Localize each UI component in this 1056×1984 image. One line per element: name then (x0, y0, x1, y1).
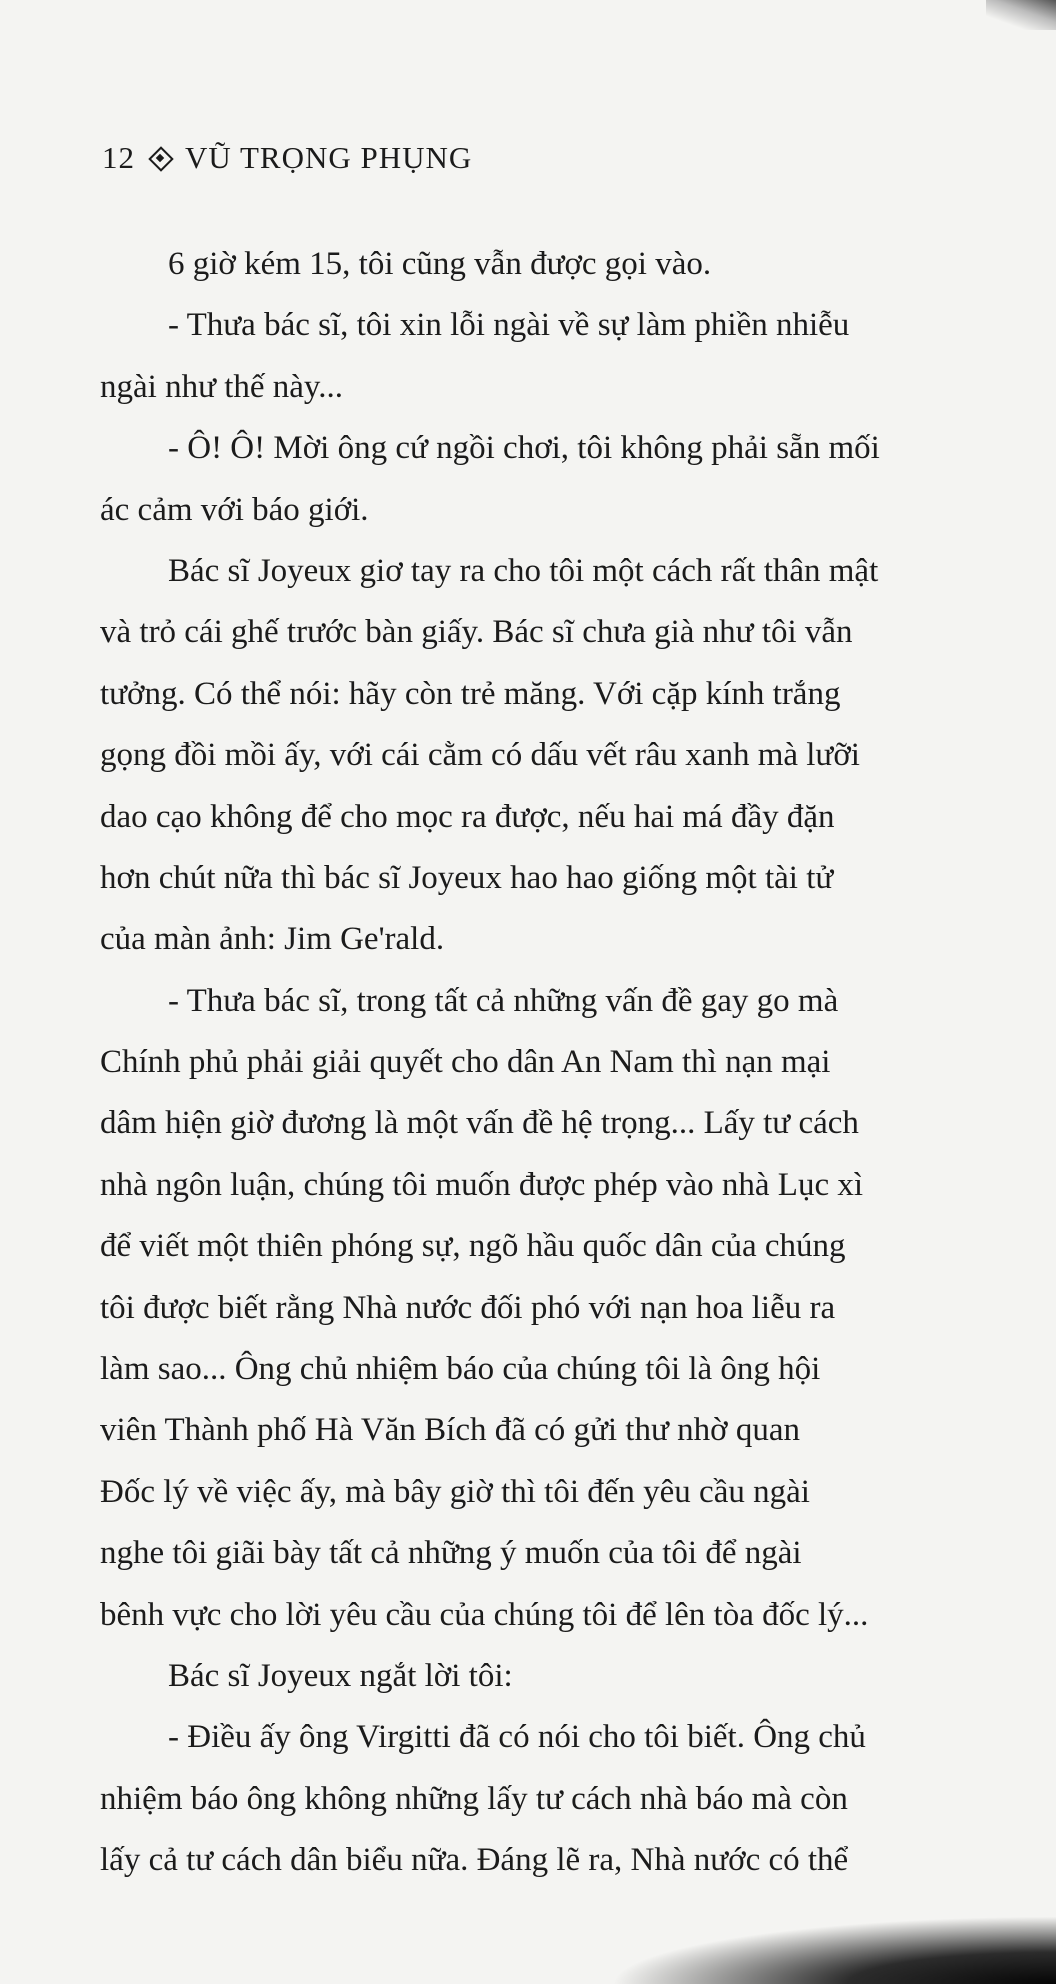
text-line: của màn ảnh: Jim Ge'rald. (100, 921, 445, 958)
text-line: gọng đồi mồi ấy, với cái cằm có dấu vết râu xanh mà lưỡi (100, 737, 860, 774)
text-line: Bác sĩ Joyeux ngắt lời tôi: (168, 1657, 513, 1694)
text-line: Chính phủ phải giải quyết cho dân An Nam thì nạn mại (100, 1044, 831, 1081)
author-name: VŨ TRỌNG PHỤNG (185, 140, 473, 175)
text-line: dao cạo không để cho mọc ra được, nếu hai má đầy đặn (100, 798, 835, 835)
text-line: Bác sĩ Joyeux giơ tay ra cho tôi một cách rất thân mật (168, 552, 879, 589)
text-line: nghe tôi giãi bày tất cả những ý muốn của tôi để ngài (100, 1535, 802, 1572)
text-line: ác cảm với báo giới. (100, 491, 369, 528)
page-binding-shadow (596, 1914, 1056, 1984)
text-line: Đốc lý về việc ấy, mà bây giờ thì tôi đến yêu cầu ngài (100, 1473, 810, 1510)
text-line: lấy cả tư cách dân biểu nữa. Đáng lẽ ra, Nhà nước có thể (100, 1842, 849, 1879)
page-corner-shadow (986, 0, 1056, 30)
text-line: để viết một thiên phóng sự, ngõ hầu quốc dân của chúng (100, 1228, 846, 1265)
text-line: tưởng. Có thể nói: hãy còn trẻ măng. Với cặp kính trắng (100, 675, 841, 712)
text-line: hơn chút nữa thì bác sĩ Joyeux hao hao giống một tài tử (100, 859, 834, 896)
text-line: - Điều ấy ông Virgitti đã có nói cho tôi biết. Ông chủ (168, 1719, 866, 1756)
text-line: nhiệm báo ông không những lấy tư cách nhà báo mà còn (100, 1780, 848, 1817)
text-line: và trỏ cái ghế trước bàn giấy. Bác sĩ chưa già như tôi vẫn (100, 614, 853, 651)
page-body (100, 234, 1040, 1892)
text-line: 6 giờ kém 15, tôi cũng vẫn được gọi vào. (168, 246, 712, 282)
text-line: nhà ngôn luận, chúng tôi muốn được phép vào nhà Lục xì (100, 1166, 864, 1203)
text-line: ngài như thế này... (100, 368, 344, 405)
page-number: 12 (102, 140, 135, 175)
text-line: - Thưa bác sĩ, tôi xin lỗi ngài về sự làm phiền nhiễu (168, 307, 850, 344)
text-line: - Ô! Ô! Mời ông cứ ngồi chơi, tôi không phải sẵn mối (168, 430, 880, 467)
text-line: - Thưa bác sĩ, trong tất cả những vấn đề gay go mà (168, 982, 839, 1019)
text-line: viên Thành phố Hà Văn Bích đã có gửi thư nhờ quan (100, 1412, 800, 1449)
text-line: dâm hiện giờ đương là một vấn đề hệ trọng... Lấy tư cách (100, 1105, 859, 1142)
running-header (102, 140, 472, 176)
text-line: tôi được biết rằng Nhà nước đối phó với nạn hoa liễu ra (100, 1289, 836, 1326)
diamond-ornament-icon (149, 147, 171, 169)
text-line: làm sao... Ông chủ nhiệm báo của chúng tôi là ông hội (100, 1351, 821, 1388)
text-line: bênh vực cho lời yêu cầu của chúng tôi để lên tòa đốc lý... (100, 1596, 869, 1633)
